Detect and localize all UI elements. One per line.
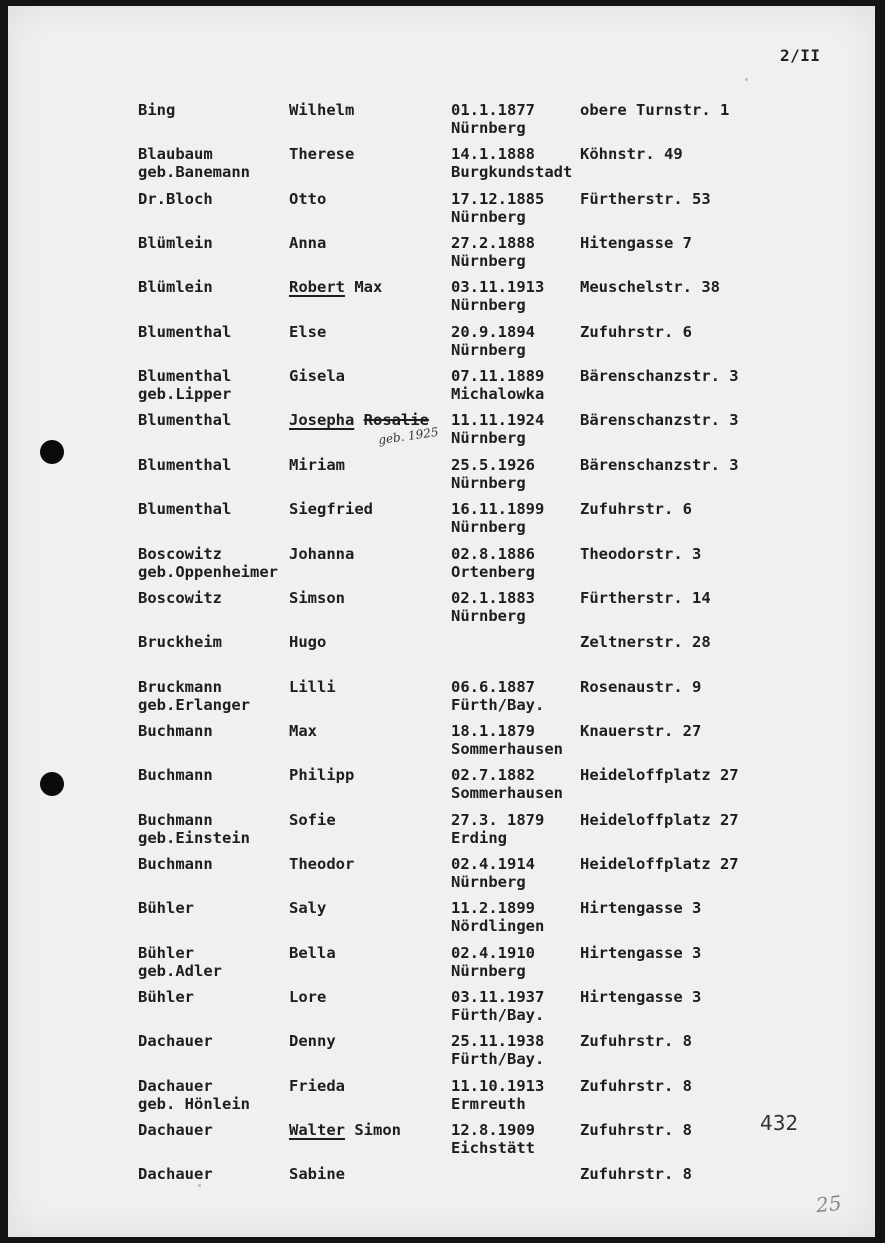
birth-date: 11.11.1924 (451, 411, 545, 430)
birth-place: Fürth/Bay. (451, 1006, 545, 1024)
given-name: Saly (289, 899, 327, 918)
birth-date: 16.11.1899 (451, 500, 545, 519)
given-names (289, 944, 336, 962)
surname: Buchmann (138, 766, 213, 785)
surname: Dachauer (138, 1165, 213, 1184)
surname: Blümlein (138, 234, 213, 253)
given-name: Otto (289, 189, 327, 208)
birth-date: 02.7.1882 (451, 766, 535, 785)
birth-place: Nürnberg (451, 872, 526, 891)
address: Heideloffplatz 27 (580, 810, 739, 829)
given-names (289, 101, 354, 119)
birth-date: 27.2.1888 (451, 234, 535, 253)
address: Fürtherstr. 14 (580, 588, 711, 607)
address: Zufuhrstr. 8 (580, 1032, 692, 1051)
given-name: Siegfried (289, 500, 373, 519)
birth-place: Nürnberg (451, 119, 526, 137)
entry-row (8, 633, 875, 677)
birth-place: Nürnberg (451, 429, 526, 448)
address: Hitengasse 7 (580, 234, 692, 253)
given-name: Walter (289, 1121, 345, 1140)
given-names (289, 766, 354, 784)
entry-row (8, 944, 875, 988)
given-name: Miriam (289, 455, 345, 474)
given-names (289, 589, 345, 607)
given-names (289, 1032, 336, 1050)
birth-place: Eichstätt (451, 1139, 535, 1158)
surname: Buchmann (138, 810, 213, 829)
given-name: Philipp (289, 766, 355, 785)
birth-date: 03.11.1913 (451, 278, 545, 297)
entry-row (8, 234, 875, 278)
address: Zufuhrstr. 8 (580, 1121, 692, 1140)
given-names (289, 456, 345, 474)
given-name-extra: Max (354, 278, 383, 297)
given-names (289, 278, 382, 296)
given-name: Anna (289, 234, 327, 253)
birth-place: Burgkundstadt (451, 163, 573, 182)
birth-date: 27.3. 1879 (451, 810, 545, 829)
given-names (289, 633, 326, 651)
given-names (289, 500, 373, 518)
surname: Blumenthal (138, 367, 232, 386)
given-name: Sabine (289, 1165, 345, 1184)
birth-place: Nürnberg (451, 252, 526, 271)
birth-date: 25.11.1938 (451, 1032, 545, 1051)
given-names (289, 855, 354, 873)
surname: Bing (138, 101, 176, 119)
address: Meuschelstr. 38 (580, 278, 720, 297)
entry-row (8, 456, 875, 500)
given-names (289, 988, 326, 1006)
surname: Blaubaum (138, 145, 213, 164)
surname: Blumenthal (138, 500, 232, 519)
address: Bärenschanzstr. 3 (580, 411, 739, 430)
surname: Buchmann (138, 854, 213, 873)
given-name: Robert (289, 278, 345, 297)
address: Köhnstr. 49 (580, 145, 683, 164)
paper-speck (745, 78, 748, 81)
address: Zeltnerstr. 28 (580, 633, 711, 652)
birth-date: 25.5.1926 (451, 455, 535, 474)
address: Bärenschanzstr. 3 (580, 455, 739, 474)
pencil-number: 25 (814, 1190, 843, 1218)
birth-place: Nürnberg (451, 296, 526, 315)
address: Bärenschanzstr. 3 (580, 367, 739, 386)
surname: Blumenthal (138, 322, 232, 341)
given-names (289, 811, 336, 829)
birth-place: Fürth/Bay. (451, 1050, 545, 1069)
birth-date: 11.10.1913 (451, 1076, 545, 1095)
birth-place: Sommerhausen (451, 784, 563, 803)
birth-place: Nürnberg (451, 518, 526, 537)
address: Zufuhrstr. 6 (580, 500, 692, 519)
given-name: Max (289, 721, 317, 740)
given-name: Hugo (289, 633, 327, 652)
given-name: Josepha (289, 411, 355, 430)
birth-date: 01.1.1877 (451, 101, 535, 119)
maiden-name: geb.Lipper (138, 385, 232, 404)
birth-place: Nürnberg (451, 207, 526, 226)
birth-place: Michalowka (451, 385, 545, 404)
given-names (289, 145, 354, 163)
entry-row (8, 411, 875, 455)
surname: Blumenthal (138, 455, 232, 474)
given-names (289, 323, 326, 341)
given-name: Wilhelm (289, 101, 355, 119)
entry-row (8, 145, 875, 189)
surname: Bühler (138, 988, 194, 1006)
surname: Boscowitz (138, 544, 222, 563)
address: Rosenaustr. 9 (580, 677, 702, 696)
given-name: Frieda (289, 1076, 345, 1095)
birth-place: Nürnberg (451, 606, 526, 625)
address: Hirtengasse 3 (580, 943, 702, 962)
entry-row (8, 323, 875, 367)
birth-date: 11.2.1899 (451, 899, 535, 918)
given-names (289, 1077, 345, 1095)
surname: Dr.Bloch (138, 189, 213, 208)
given-names (289, 899, 326, 917)
entry-row (8, 722, 875, 766)
entry-row (8, 988, 875, 1032)
given-name: Therese (289, 145, 355, 164)
given-names (289, 1121, 401, 1139)
entry-row (8, 1077, 875, 1121)
surname: Buchmann (138, 721, 213, 740)
surname: Boscowitz (138, 588, 222, 607)
given-name: Else (289, 322, 327, 341)
surname: Blümlein (138, 278, 213, 297)
entry-row (8, 545, 875, 589)
birth-place: Nürnberg (451, 961, 526, 980)
given-name: Johanna (289, 544, 355, 563)
entry-row (8, 766, 875, 810)
birth-place: Ermreuth (451, 1094, 526, 1113)
maiden-name: geb.Oppenheimer (138, 562, 278, 581)
address: Heideloffplatz 27 (580, 854, 739, 873)
birth-place: Nürnberg (451, 473, 526, 492)
birth-date: 02.4.1910 (451, 943, 535, 962)
birth-place: Ortenberg (451, 562, 535, 581)
birth-date: 02.1.1883 (451, 588, 535, 607)
birth-date: 02.4.1914 (451, 854, 535, 873)
given-name: Sofie (289, 810, 336, 829)
surname: Dachauer (138, 1032, 213, 1051)
entry-row (8, 811, 875, 855)
given-names (289, 190, 326, 208)
address: Theodorstr. 3 (580, 544, 702, 563)
given-names (289, 722, 317, 740)
address: Zufuhrstr. 8 (580, 1165, 692, 1184)
surname: Dachauer (138, 1121, 213, 1140)
birth-place: Erding (451, 828, 507, 847)
given-name: Denny (289, 1032, 336, 1051)
address: Fürtherstr. 53 (580, 189, 711, 208)
surname: Bruckmann (138, 677, 222, 696)
entry-row (8, 190, 875, 234)
birth-date: 20.9.1894 (451, 322, 535, 341)
given-name: Gisela (289, 367, 345, 386)
page-number: 2/II (780, 46, 821, 65)
surname: Bühler (138, 899, 194, 918)
surname: Blumenthal (138, 411, 232, 430)
address: Hirtengasse 3 (580, 899, 702, 918)
maiden-name: geb.Einstein (138, 828, 250, 847)
handwritten-note: geb. 1925 (377, 424, 440, 448)
birth-date: 14.1.1888 (451, 145, 535, 164)
entry-row (8, 101, 875, 145)
given-name: Lilli (289, 677, 336, 696)
document-page (8, 6, 875, 1237)
entry-row (8, 855, 875, 899)
birth-date: 02.8.1886 (451, 544, 535, 563)
given-names (289, 1165, 345, 1183)
birth-date: 03.11.1937 (451, 988, 545, 1006)
entry-row (8, 899, 875, 943)
entry-row (8, 589, 875, 633)
birth-date: 18.1.1879 (451, 721, 535, 740)
given-name-extra: Simon (354, 1121, 402, 1140)
given-names (289, 411, 429, 429)
entry-row (8, 500, 875, 544)
maiden-name: geb.Banemann (138, 163, 250, 182)
birth-place: Fürth/Bay. (451, 695, 545, 714)
given-name: Bella (289, 943, 336, 962)
surname: Dachauer (138, 1076, 213, 1095)
birth-place: Sommerhausen (451, 739, 563, 758)
given-name-extra: Rosalie (363, 411, 429, 430)
maiden-name: geb.Erlanger (138, 695, 250, 714)
birth-date: 07.11.1889 (451, 367, 545, 386)
birth-place: Nördlingen (451, 917, 545, 936)
address: Hirtengasse 3 (580, 988, 702, 1006)
entry-row (8, 367, 875, 411)
surname: Bühler (138, 943, 194, 962)
entry-row (8, 1032, 875, 1076)
address: Zufuhrstr. 6 (580, 322, 692, 341)
given-name: Simson (289, 588, 345, 607)
given-names (289, 234, 326, 252)
given-name: Lore (289, 988, 327, 1006)
entry-row (8, 1165, 875, 1209)
address: Knauerstr. 27 (580, 721, 702, 740)
given-names (289, 545, 354, 563)
entry-row (8, 678, 875, 722)
surname: Bruckheim (138, 633, 222, 652)
maiden-name: geb. Hönlein (138, 1094, 250, 1113)
archive-number: 432 (760, 1111, 799, 1135)
address: Zufuhrstr. 8 (580, 1076, 692, 1095)
entry-row (8, 278, 875, 322)
address: obere Turnstr. 1 (580, 101, 730, 119)
entry-row (8, 1121, 875, 1165)
birth-date: 12.8.1909 (451, 1121, 535, 1140)
given-names (289, 367, 345, 385)
given-names (289, 678, 336, 696)
birth-date: 17.12.1885 (451, 189, 545, 208)
address: Heideloffplatz 27 (580, 766, 739, 785)
given-name: Theodor (289, 854, 355, 873)
birth-place: Nürnberg (451, 340, 526, 359)
birth-date: 06.6.1887 (451, 677, 535, 696)
maiden-name: geb.Adler (138, 961, 222, 980)
